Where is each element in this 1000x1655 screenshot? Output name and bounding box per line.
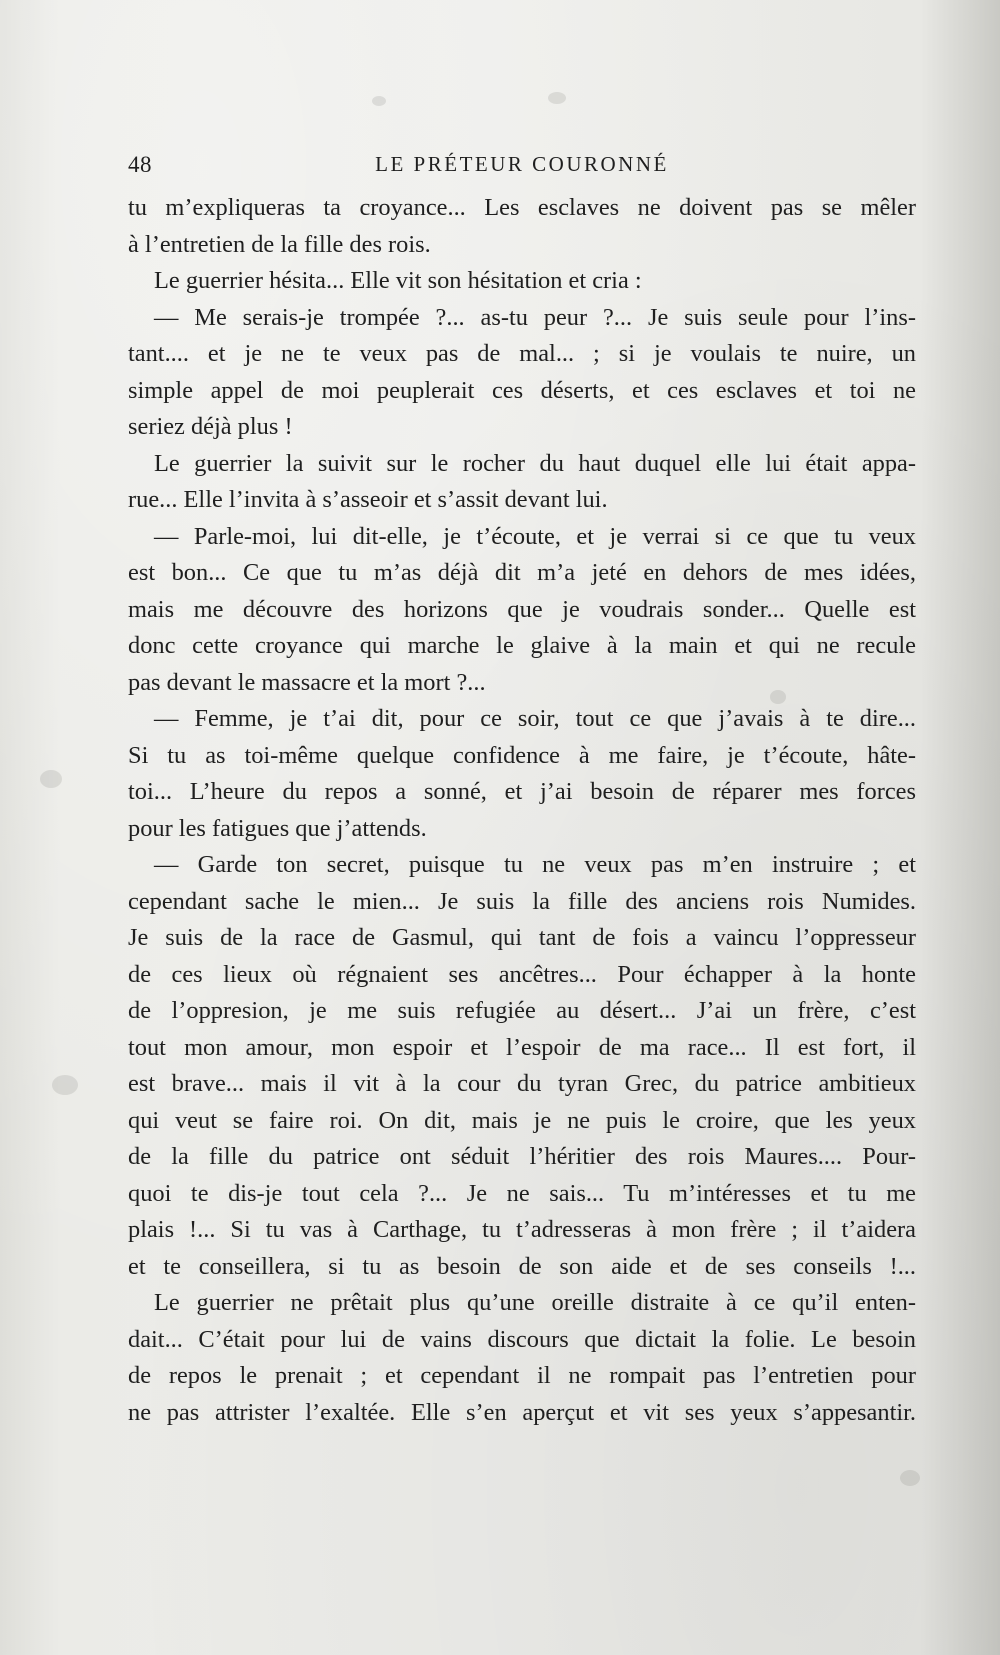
paper-speck xyxy=(372,96,386,106)
text-line: est brave... mais il vit à la cour du tyran Grec, du patrice ambitieux xyxy=(128,1070,916,1097)
text-line: — Garde ton secret, puisque tu ne veux pas m’en instruire ; et xyxy=(154,851,916,878)
text-line: mais me découvre des horizons que je voudrais sonder... Quelle est xyxy=(128,595,916,623)
text-line: de la fille du patrice ont séduit l’héritier des rois Maures.... Pour- xyxy=(128,1143,916,1170)
text-line: pour les fatigues que j’attends. xyxy=(128,814,427,842)
text-line: — Parle-moi, lui dit-elle, je t’écoute, et je verrai si ce que tu veux xyxy=(154,522,916,550)
text-line: Je suis de la race de Gasmul, qui tant de fois a vaincu l’oppresseur xyxy=(128,924,916,951)
text-line: dait... C’était pour lui de vains discours que dictait la folie. Le besoin xyxy=(128,1325,916,1353)
text-line: donc cette croyance qui marche le glaive à la main et qui ne recule xyxy=(128,632,916,659)
text-line: de ces lieux où régnaient ses ancêtres... Pour échapper à la honte xyxy=(128,960,916,988)
text-line: plais !... Si tu vas à Carthage, tu t’adresseras à mon frère ; il t’aidera xyxy=(128,1216,916,1243)
text-line: ne pas attrister l’exaltée. Elle s’en aperçut et vit ses yeux s’appesantir. xyxy=(128,1398,916,1426)
text-line: et te conseillera, si tu as besoin de son aide et de ses conseils !... xyxy=(128,1252,916,1280)
paper-speck xyxy=(40,770,62,788)
text-line: rue... Elle l’invita à s’asseoir et s’assit devant lui. xyxy=(128,486,608,513)
text-line: tu m’expliqueras ta croyance... Les esclaves ne doivent pas se mêler xyxy=(128,194,916,221)
text-line: qui veut se faire roi. On dit, mais je ne puis le croire, que les yeux xyxy=(128,1106,916,1134)
body-text xyxy=(128,190,916,1431)
text-line: Le guerrier la suivit sur le rocher du haut duquel elle lui était appa- xyxy=(154,449,916,477)
text-line: quoi te dis-je tout cela ?... Je ne sais... Tu m’intéresses et tu me xyxy=(128,1179,916,1207)
text-line: de repos le prenait ; et cependant il ne rompait pas l’entretien pour xyxy=(128,1362,916,1389)
text-line: — Me serais-je trompée ?... as-tu peur ?... Je suis seule pour l’ins- xyxy=(154,303,916,331)
text-line: à l’entretien de la fille des rois. xyxy=(128,230,431,258)
text-line: Si tu as toi-même quelque confidence à me faire, je t’écoute, hâte- xyxy=(128,741,916,769)
text-line: toi... L’heure du repos a sonné, et j’ai besoin de réparer mes forces xyxy=(128,778,916,805)
text-line: pas devant le massacre et la mort ?... xyxy=(128,668,486,696)
page-header xyxy=(128,152,916,182)
text-line: Le guerrier ne prêtait plus qu’une oreille distraite à ce qu’il enten- xyxy=(154,1289,916,1316)
text-line: cependant sache le mien... Je suis la fille des anciens rois Numides. xyxy=(128,887,916,915)
text-line: — Femme, je t’ai dit, pour ce soir, tout ce que j’avais à te dire... xyxy=(154,705,916,732)
running-title: LE PRÉTEUR COURONNÉ xyxy=(375,152,669,176)
text-line: tout mon amour, mon espoir et l’espoir de ma race... Il est fort, il xyxy=(128,1033,916,1061)
text-line: seriez déjà plus ! xyxy=(128,413,293,440)
text-line: de l’oppresion, je me suis refugiée au désert... J’ai un frère, c’est xyxy=(128,997,916,1024)
paper-speck xyxy=(52,1075,78,1095)
text-line: Le guerrier hésita... Elle vit son hésitation et cria : xyxy=(154,267,642,294)
text-line: tant.... et je ne te veux pas de mal... ; si je voulais te nuire, un xyxy=(128,340,916,367)
page-number: 48 xyxy=(128,152,152,177)
text-line: est bon... Ce que tu m’as déjà dit m’a jeté en dehors de mes idées, xyxy=(128,559,916,586)
paper-speck xyxy=(548,92,566,104)
text-line: simple appel de moi peuplerait ces déserts, et ces esclaves et toi ne xyxy=(128,376,916,404)
paper-speck xyxy=(900,1470,920,1486)
